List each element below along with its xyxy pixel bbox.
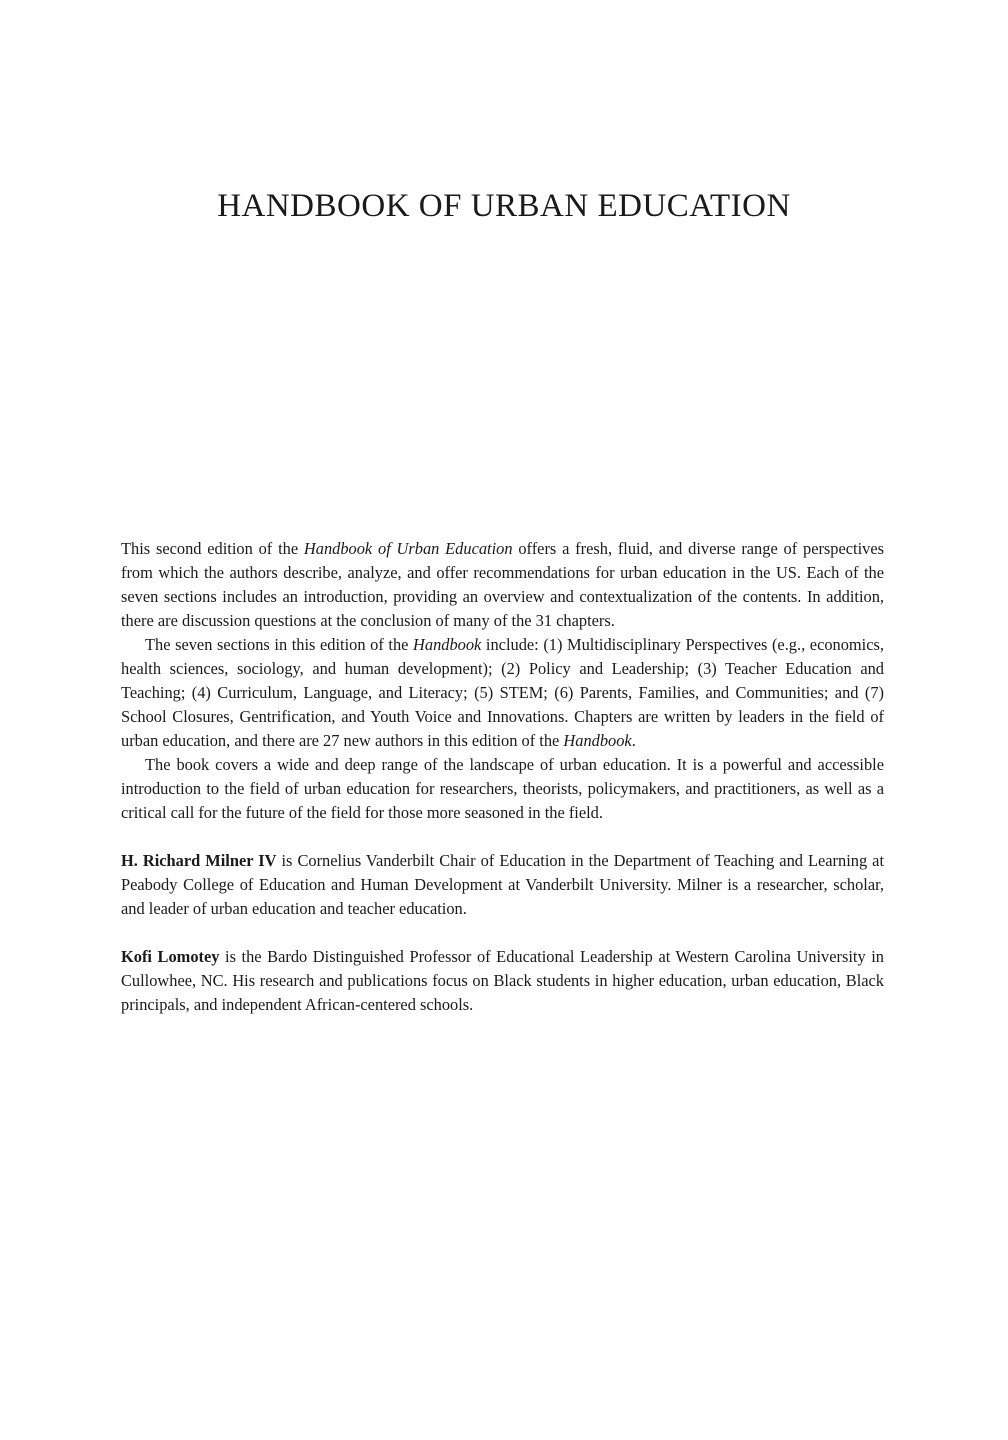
page-title: HANDBOOK OF URBAN EDUCATION (217, 188, 791, 224)
description-paragraph-1: This second edition of the Handbook of Urban Education offers a fresh, fluid, and diverse range of perspectives from which the authors describe, analyze, and offer recommendations for urban education in the US. Each of the seven sections includes an introduction, providing an overview and contextualization of the contents. In addition, there are discussion questions at the conclusion of many of the 31 chapters. (121, 539, 885, 630)
handbook-italic: Handbook (413, 635, 482, 654)
description-paragraph-2: The seven sections in this edition of the Handbook include: (1) Multidisciplinary Perspectives (e.g., economics, health sciences, sociology, and human development); (2) Policy and Leadership; (3) Teacher Education and Teaching; (4) Curriculum, Language, and Literacy; (5) STEM; (6) Parents, Families, and Communities; and (7) School Closures, Gentrification, and Youth Voice and Innovations. Chapters are written by leaders in the field of urban education, and there are 27 new authors in this edition of the Handbook. (121, 635, 884, 750)
description-paragraph-3: The book covers a wide and deep range of the landscape of urban education. It is a powerful and accessible introduction to the field of urban education for researchers, theorists, policymakers, and practitioners, as well as a critical call for the future of the field for those more seasoned in the field. (121, 755, 884, 822)
author-name: Kofi Lomotey (121, 947, 220, 966)
author-bio-milner: H. Richard Milner IV is Cornelius Vanderbilt Chair of Education in the Department of Teaching and Learning at Peabody College of Education and Human Development at Vanderbilt University. Milner is a researcher, scholar, and leader of urban education and teacher education. (121, 851, 884, 918)
book-description (121, 537, 884, 1017)
author-bio-lomotey: Kofi Lomotey is the Bardo Distinguished Professor of Educational Leadership at Western Carolina University in Cullowhee, NC. His research and publications focus on Black students in higher education, urban education, Black principals, and independent African-centered schools. (121, 947, 884, 1014)
handbook-italic: Handbook (563, 731, 632, 750)
author-name: H. Richard Milner IV (121, 851, 277, 870)
book-title-italic: Handbook of Urban Education (303, 539, 513, 558)
